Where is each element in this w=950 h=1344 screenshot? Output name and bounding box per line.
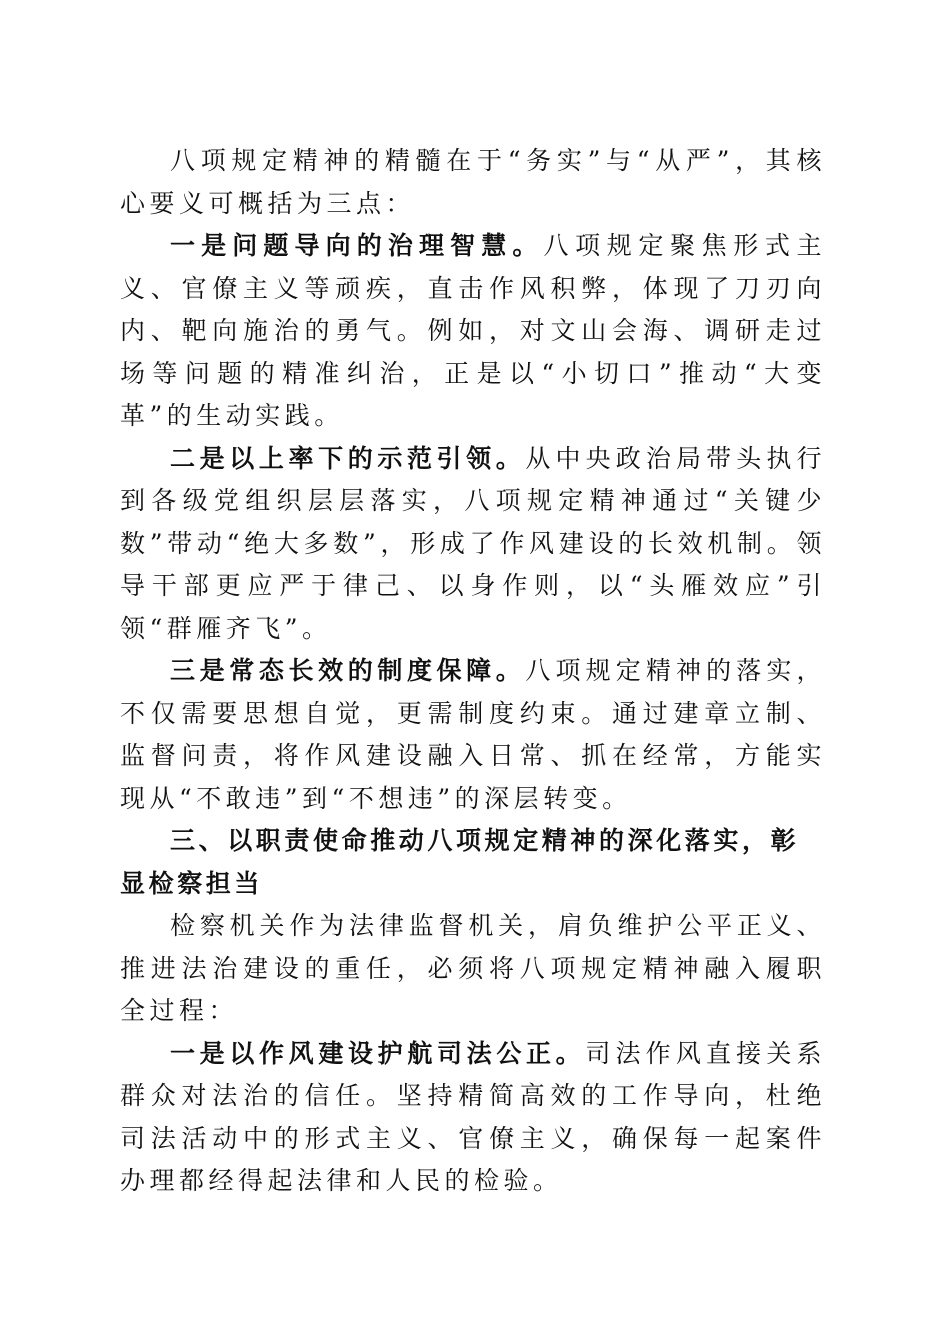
point-2-lead: 二是以上率下的示范引领。	[170, 443, 526, 473]
point-1-lead: 一是问题导向的治理智慧。	[170, 231, 544, 260]
section-3-point-1-lead: 一是以作风建设护航司法公正。	[170, 1038, 586, 1068]
section-3-intro-text: 检察机关作为法律监督机关，肩负维护公平正义、推进法治建设的重任，必须将八项规定精神融入履职全过程：	[120, 911, 826, 1025]
point-3-lead: 三是常态长效的制度保障。	[170, 656, 526, 685]
document-page	[120, 140, 826, 1203]
point-3-body: 八项规定精神的落实，不仅需要思想自觉，更需制度约束。通过建章立制、监督问责，将作风建设融入日常、抓在经常，方能实现从“不敢违”到“不想违”的深层转变。	[120, 656, 826, 813]
section-3-point-1-paragraph	[120, 1033, 826, 1203]
point-1-paragraph	[120, 225, 826, 438]
point-2-body: 从中央政治局带头执行到各级党组织层层落实，八项规定精神通过“关键少数”带动“绝大多数”，形成了作风建设的长效机制。领导干部更应严于律己、以身作则，以“头雁效应”引领“群雁齐飞”。	[120, 443, 826, 643]
section-3-heading: 三、以职责使命推动八项规定精神的深化落实，彰显检察担当	[120, 826, 800, 898]
intro-text: 八项规定精神的精髓在于“务实”与“从严”，其核心要义可概括为三点：	[120, 146, 826, 218]
point-1-body: 八项规定聚焦形式主义、官僚主义等顽疾，直击作风积弊，体现了刀刃向内、靶向施治的勇气。例如，对文山会海、调研走过场等问题的精准纠治，正是以“小切口”推动“大变革”的生动实践。	[120, 231, 826, 430]
point-2-paragraph	[120, 438, 826, 651]
section-3-intro-paragraph	[120, 905, 826, 1033]
section-3-point-1-body: 司法作风直接关系群众对法治的信任。坚持精简高效的工作导向，杜绝司法活动中的形式主义、官僚主义，确保每一起案件办理都经得起法律和人民的检验。	[120, 1038, 826, 1195]
intro-paragraph	[120, 140, 826, 225]
point-3-paragraph	[120, 650, 826, 820]
